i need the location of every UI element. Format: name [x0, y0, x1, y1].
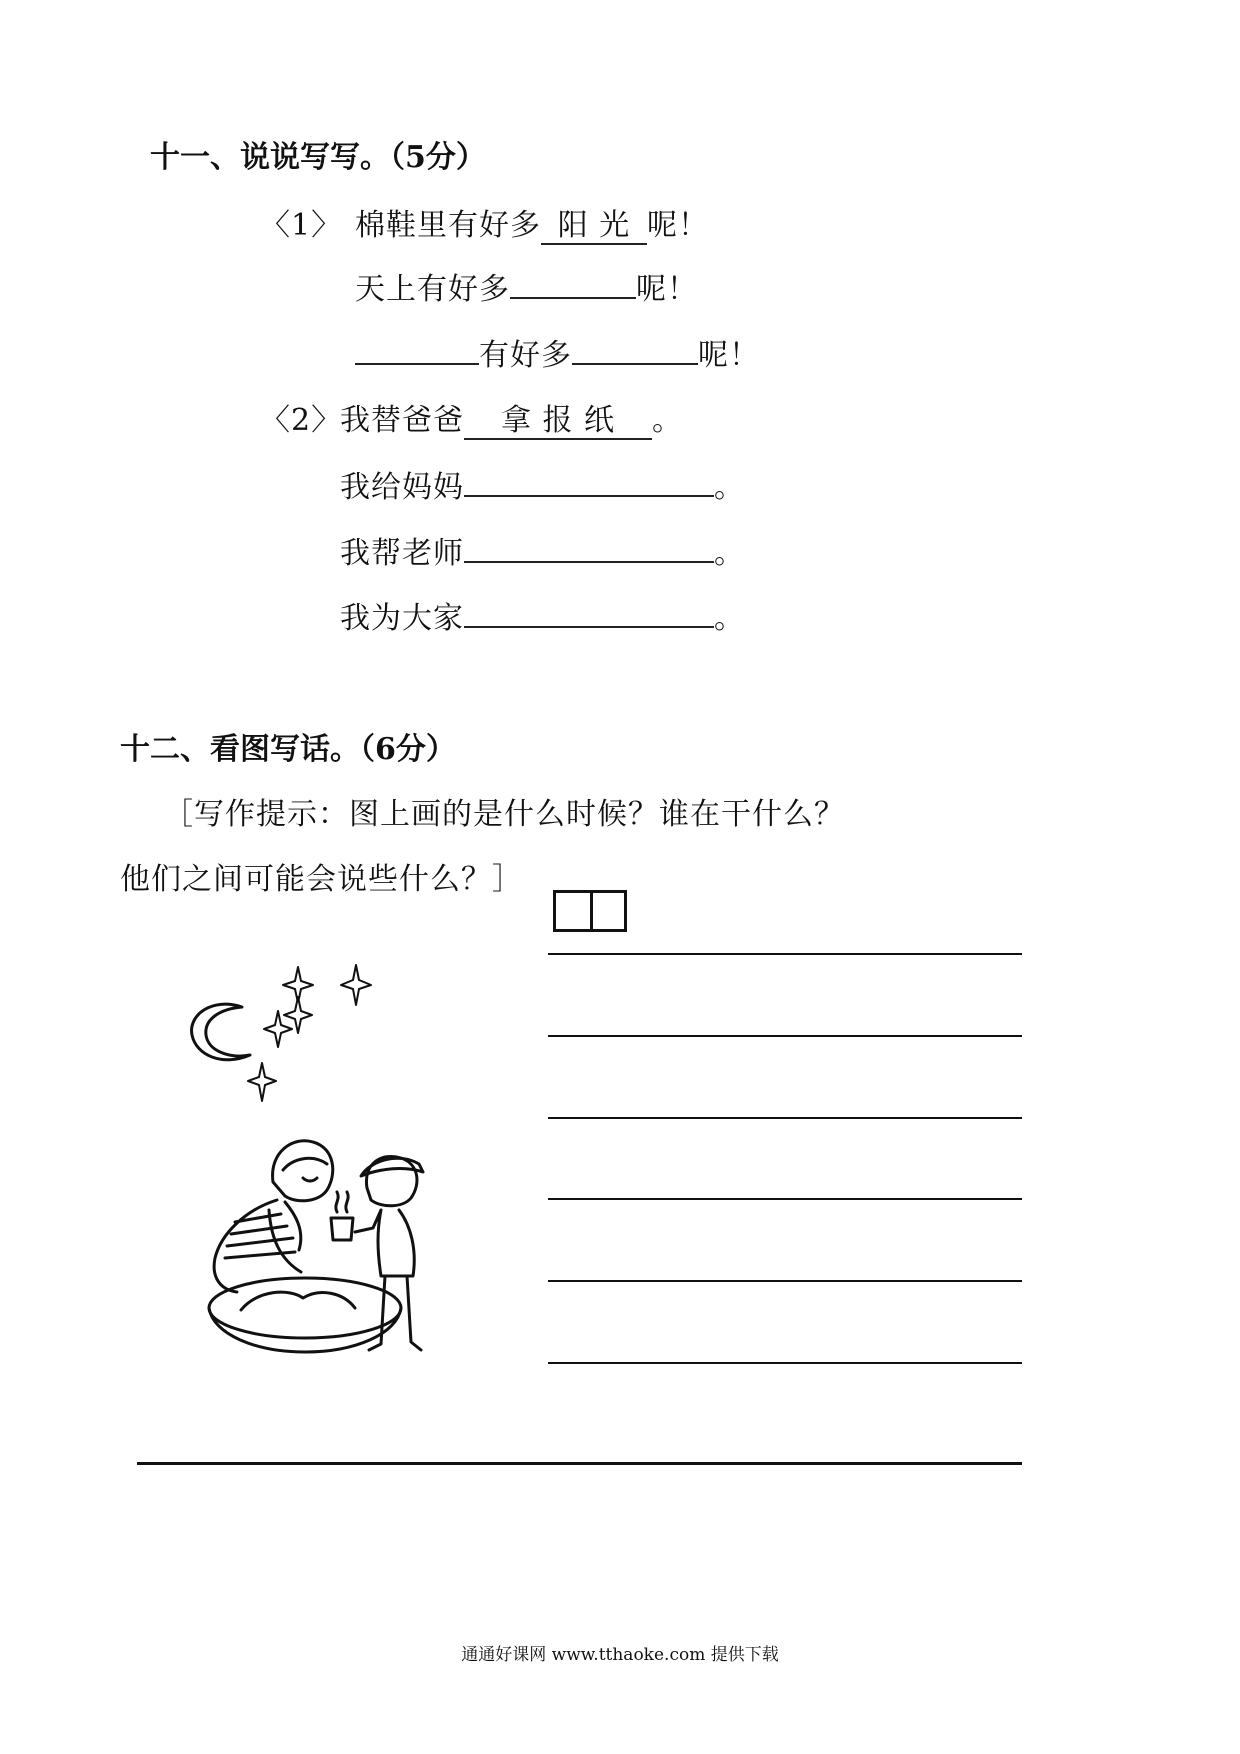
q2-row2-blank[interactable]: [464, 465, 714, 497]
writing-line[interactable]: [548, 953, 1022, 955]
cup-icon: [331, 1218, 353, 1240]
mother-and-child-illustration: [185, 1130, 475, 1370]
mother-body-icon: [214, 1200, 277, 1292]
night-sky-illustration: [180, 955, 380, 1110]
paragraph-start-boxes[interactable]: [553, 890, 627, 932]
q1-row3-middle: 有好多: [479, 338, 572, 373]
writing-line[interactable]: [548, 1035, 1022, 1037]
q1-row2-blank[interactable]: [510, 267, 636, 299]
q1-row2-suffix: 呢！: [636, 272, 698, 307]
q1-example-answer: 阳 光: [541, 209, 647, 245]
q2-row-4: [340, 593, 745, 637]
q2-row-2: [340, 462, 745, 506]
q1-row-2: [355, 264, 698, 308]
star-icon: [341, 965, 371, 1005]
q1-number: 〈1〉: [260, 208, 343, 243]
q2-row2-end: 。: [714, 470, 745, 505]
full-width-writing-line[interactable]: [137, 1462, 1022, 1465]
q1-row3-blank-1[interactable]: [355, 333, 479, 365]
q2-row3-prefix: 我帮老师: [340, 536, 464, 571]
q2-row-1: [340, 395, 683, 440]
washbasin-icon: [209, 1278, 401, 1338]
q2-example-answer: 拿 报 纸: [464, 404, 652, 440]
q1-row1-prefix: 棉鞋里有好多: [355, 208, 541, 243]
writing-line[interactable]: [548, 1117, 1022, 1119]
q1-row-3: [355, 330, 760, 374]
q2-row1-suffix: 。: [652, 403, 683, 438]
crescent-moon-icon: [192, 1004, 250, 1060]
q1-row3-blank-2[interactable]: [572, 333, 698, 365]
q2-row4-end: 。: [714, 601, 745, 636]
writing-hint-line-2: 他们之间可能会说些什么？］: [120, 862, 523, 897]
q2-row4-blank[interactable]: [464, 596, 714, 628]
section-11-title: 十一、说说写写。（5分）: [150, 140, 486, 175]
writing-line[interactable]: [548, 1362, 1022, 1364]
q1-row-1: [355, 200, 709, 245]
q2-row2-prefix: 我给妈妈: [340, 470, 464, 505]
writing-hint-line-1: ［写作提示：图上画的是什么时候？谁在干什么？: [163, 797, 845, 832]
q2-row3-end: 。: [714, 536, 745, 571]
writing-line[interactable]: [548, 1280, 1022, 1282]
page-footer: 通通好课网 www.tthaoke.com 提供下载: [461, 1645, 779, 1665]
section-12-title: 十二、看图写话。（6分）: [120, 732, 456, 767]
child-body-icon: [355, 1210, 414, 1276]
q2-row1-prefix: 我替爸爸: [340, 403, 464, 438]
q1-row2-prefix: 天上有好多: [355, 272, 510, 307]
q2-row-3: [340, 528, 745, 572]
steam-icon: [336, 1192, 348, 1212]
q2-row3-blank[interactable]: [464, 531, 714, 563]
star-icon: [248, 1063, 276, 1101]
box-divider: [590, 893, 593, 929]
q2-number: 〈2〉: [260, 403, 343, 438]
q2-row4-prefix: 我为大家: [340, 601, 464, 636]
q1-row1-suffix: 呢！: [647, 208, 709, 243]
writing-line[interactable]: [548, 1198, 1022, 1200]
mother-head-icon: [273, 1141, 333, 1201]
q1-row3-suffix: 呢！: [698, 338, 760, 373]
